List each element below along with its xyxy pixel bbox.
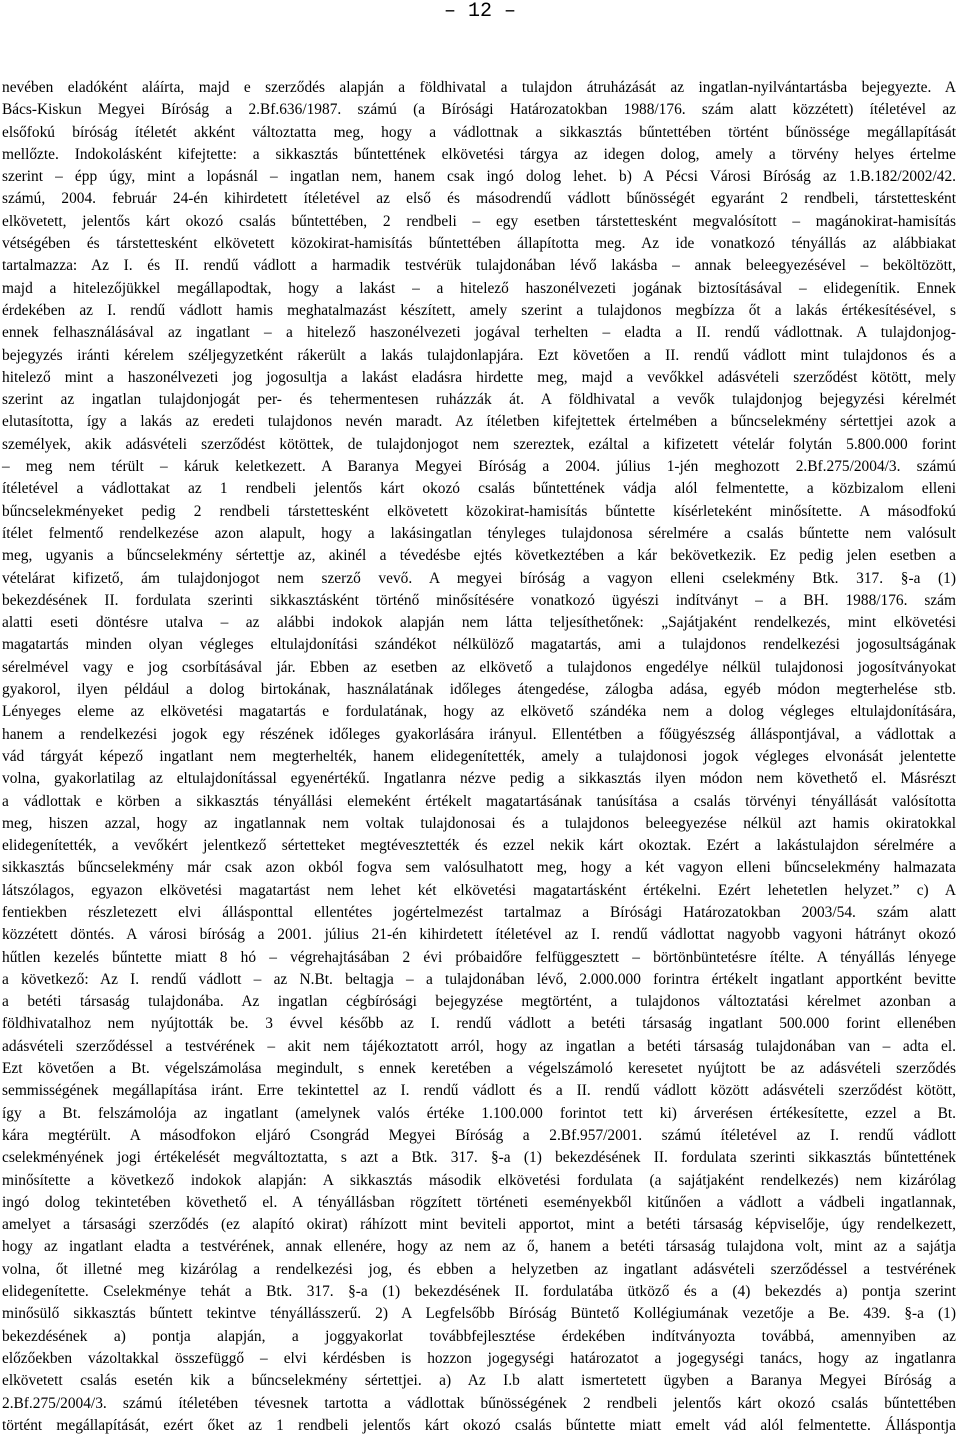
text-line: elidegenítette. Cselekménye tehát a Btk. 317. §-a (1) bekezdésének II. fordulatába ütköző és a (4) bekezdés a) pontja szerint bbox=[2, 1283, 956, 1301]
text-line: sérelmével vagy e jog csorbításával jár. Ebben az esetben az elkövető a tulajdonos engedélye nélkül tulajdonosi jogosítványokat bbox=[2, 658, 956, 676]
text-line: a betéti társaság tulajdonába. Az ingatlan cégbírósági bejegyzése megtörtént, a tulajdonos változtatási kérelmet azonban a bbox=[2, 993, 956, 1011]
text-line: alatti eseti döntésre utalva – az alábbi indokok alapján nem látta teljesíthetőnek: „Sajátjaként rendelkezés, mint elkövetési bbox=[2, 614, 956, 632]
text-line: tartalmazza: Az I. és II. rendű vádlott a harmadik testvérük tulajdonában lévő lakásba – annak beleegyezésével – beköltözött, bbox=[2, 257, 956, 275]
text-line: elutasította, így a lakás az eredeti tulajdonos nevén maradt. Az ítéletben kifejtettek értelmében a bűncselekmény sértettjei azok a bbox=[2, 413, 956, 431]
text-line: amelyet a társasági szerződés (ez alapító okirat) ráhízott mint beviteli apportot, mint a betéti társaság képviselője, úgy rendelkezett, bbox=[2, 1216, 956, 1234]
text-line: gyakorol, ilyen például a dolog birtokának, használatának időleges átengedése, zálogba adása, egyéb módon megterhelése stb. bbox=[2, 681, 956, 699]
body-text bbox=[2, 77, 956, 1437]
page-number: – 12 – bbox=[443, 0, 516, 23]
text-line: elkövetett, jelentős kárt okozó csalás bűntettében, 2 rendbeli – egy esetben társtettesként megvalósított – magánokirat-hamisítás bbox=[2, 212, 956, 230]
text-line: közzétett döntés. A városi bíróság a 2001. július 21-én kihirdetett ítéletével az I. rendű vádlottat nagyobb vagyoni hátrányt okozó bbox=[2, 926, 956, 944]
text-line: előzőekben vázoltakkal összefüggő – elvi kérdésben is hozzon jogegységi határozatot a jogegységi tanács, hogy az ingatlanra bbox=[2, 1349, 956, 1367]
text-line: történt megállapítását, ezért őket az 1 rendbeli jelentős kárt okozó csalás bűntette miatt emelt vád alól felmentette. Álláspontja bbox=[2, 1416, 956, 1434]
text-line: bűncselekményeket pedig 2 rendbeli társtettesként elkövetett közokirat-hamisítás bűntette kísérleteként minősítette. A másodfokú bbox=[2, 502, 956, 520]
text-line: mellőzte. Indokolásként kifejtette: a sikkasztás bűntettének elkövetési tárgya az idegen dolog, amely a törvény helyes értelme bbox=[2, 145, 956, 163]
text-line: elidegenítették, a vevőkért jelentkező sértetteket megtévesztették és ezzel nekik kárt okoztak. Ezért a lakástulajdon sérelmére a bbox=[2, 837, 956, 855]
text-line: bejegyzés iránti kérelem széljegyzetként rákerült a lakás tulajdonlapjára. Ezt követően a II. rendű vádlott mint tulajdonos és a bbox=[2, 346, 956, 364]
text-line: – meg nem térült – káruk keletkezett. A Baranya Megyei Bíróság a 2004. július 1-jén meghozott 2.Bf.275/2004/3. számú bbox=[2, 458, 956, 476]
text-line: a következő: Az I. rendű vádlott – az N.Bt. beltagja – a tulajdonában lévő, 2.000.000 forintra értékelt ingatlant apportként bevitte bbox=[2, 970, 956, 988]
text-line: bekezdésének II. fordulata szerinti sikkasztásként történő minősítésére vonatkozó ügyészi indítványt – a BH. 1988/176. szám bbox=[2, 591, 956, 609]
text-line: minősülő sikkasztás bűntett tekintve tényállásszerű. 2) A Legfelsőbb Bíróság Büntető Kollégiumának vezetője a Be. 439. §-a (1) bbox=[2, 1305, 956, 1323]
text-line: minősítette a következő indokok alapján: A sikkasztás második elkövetési fordulata (a sajátjaként rendelkezés) nem kizárólag bbox=[2, 1171, 956, 1189]
text-line: volna, gyakorlatilag az eltulajdonítással egyenértékű. Ingatlanra nézve pedig a sikkasztás ilyen módon nem követhető el. Másrészt bbox=[2, 770, 956, 788]
text-line: elsőfokú bíróság ítéletét akként változtatta meg, hogy a vádlottnak a sikkasztás bűntettében történt bűnössége megállapítását bbox=[2, 123, 956, 141]
text-line: bekezdésének a) pontja alapján, a joggyakorlat továbbfejlesztése érdekében indítványozta továbbá, amennyiben az bbox=[2, 1327, 956, 1345]
text-line: majd a hitelezőjükkel megállapodtak, hogy a lakást – a hitelező haszonélvezeti jogának biztosításával – elidegenítik. Ennek bbox=[2, 279, 956, 297]
text-line: szerint – épp úgy, mint a lopásnál – ingatlan nem, hanem csak ingó dolog lehet. b) A Pécsi Városi Bíróság az 1.B.182/2002/42. bbox=[2, 168, 956, 186]
text-line: hűtlen kezelés bűntette miatt 8 hó – végrehajtásában 2 évi próbaidőre felfüggesztett – börtönbüntetésre ítélte. A tényállás lényege bbox=[2, 948, 956, 966]
text-line: vételárat kifizető, ám tulajdonjogot nem szerző vevő. A megyei bíróság a vagyon elleni cselekmény Btk. 317. §-a (1) bbox=[2, 569, 956, 587]
text-line: ítélet felmentő rendelkezése azon alapult, hogy a lakásingatlan tényleges tulajdonosa sérelmére a csalás bűntette nem valósult bbox=[2, 524, 956, 542]
text-line: a vádlottak e körben a sikkasztás tényállási elemeként értékelt magatartásának tanúsítása a csalás törvényi tényállását valósította bbox=[2, 792, 956, 810]
text-line: Lényeges eleme az elkövetési magatartás e fordulatának, hogy az elkövető szándéka nem a dolog végleges eltulajdonítására, bbox=[2, 703, 956, 721]
text-line: hitelező mint a haszonélvezeti jog jogosultja a lakást eladásra hirdette meg, majd a vevőkkel adásvételi szerződést kötött, mely bbox=[2, 368, 956, 386]
text-line: vád tárgyát képező ingatlant nem megterhelték, hanem elidegenítették, amely a tulajdonosi jogok végleges elvonását jelentette bbox=[2, 747, 956, 765]
text-line: meg, hiszen azzal, hogy az ingatlannak nem voltak tulajdonosai és a tulajdonos beleegyezése nélkül azt hamis okiratokkal bbox=[2, 814, 956, 832]
text-line: Ezt követően a Bt. végelszámolása megindult, s ennek keretében a végelszámoló keresetet nyújtott be az adásvételi szerződés bbox=[2, 1060, 956, 1078]
text-line: cselekményének jogi értékelését megváltoztatta, s azt a Btk. 317. §-a (1) bekezdésének II. fordulata szerinti sikkasztás bűntettének bbox=[2, 1149, 956, 1167]
text-line: szerint az ingatlan tulajdonjogát per- és tehermentesen ruházzák át. A földhivatal a vevők tulajdonjog bejegyzési kérelmét bbox=[2, 391, 956, 409]
text-line: érdekében az I. rendű vádlott hamis meghatalmazást készített, amely szerint a tulajdonos megbízza őt a lakás értékesítésével, s bbox=[2, 301, 956, 319]
text-line: magatartás minden olyan végleges eltulajdonítási szándékot nélkülöző magatartás, ami a tulajdonos rendelkezési jogosultságának bbox=[2, 636, 956, 654]
text-line: ennek felhasználásával az ingatlant – a hitelező haszonélvezeti jogával terhelten – eladta a II. rendű vádlottnak. A tulajdonjog- bbox=[2, 324, 956, 342]
text-line: semmisségének megállapítása iránt. Erre tekintettel az I. rendű vádlott és a II. rendű vádlott között adásvételi szerződést kötött, bbox=[2, 1082, 956, 1100]
text-line: így a Bt. felszámolója az ingatlant (amelynek valós értéke 1.100.000 forintot tett ki) árverésen értékesítette, ezzel a Bt. bbox=[2, 1104, 956, 1122]
text-line: fentiekben részletezett elvi állásponttal ellentétes jogértelmezést tartalmaz a Bírósági Határozatokban 2003/54. szám alatt bbox=[2, 903, 956, 921]
text-line: számú, 2004. február 24-én kihirdetett ítéletével az első és másodrendű vádlott bűnösségét egyaránt 2 rendbeli, társtettesként bbox=[2, 190, 956, 208]
text-line: ítéletével a vádlottakat az 1 rendbeli jelentős kárt okozó csalás bűntettének vádja alól felmentette, a közbizalom elleni bbox=[2, 480, 956, 498]
text-line: ingó dolog tekintetében követhető el. A tényállásban rögzített történeti eseményekből kitűnően a vádlott a vádbeli ingatlannak, bbox=[2, 1193, 956, 1211]
text-line: nevében eladóként aláírta, majd e szerződés alapján a földhivatal a tulajdon átruházását az ingatlan-nyilvántartásba bejegyezte. A bbox=[2, 79, 956, 96]
text-line: hogy az ingatlant eladta a testvérének, annak ellenére, hogy az nem az ő, hanem a betéti társaság tulajdona volt, mint az a sajátja bbox=[2, 1238, 956, 1256]
text-line: meg, ugyanis a bűncselekmény sértettje az, akinél a tévedésbe ejtés következtében a kár bekövetkezik. Ez pedig jelen esetben a bbox=[2, 547, 956, 565]
text-line: volna, őt illetné meg kizárólag a rendelkezési jog, és ebben a helyzetben az ingatlant adásvételi szerződéssel a testvérének bbox=[2, 1260, 956, 1278]
text-line: vétségében és társtettesként elkövetett közokirat-hamisítás bűntettében állapította meg. Az ide vonatkozó tényállás az alábbiakat bbox=[2, 235, 956, 253]
text-line: 2.Bf.275/2004/3. számú ítéletében tévesnek tartotta a vádlottak bűnösségének 2 rendbeli jelentős kárt okozó csalás bűntettében bbox=[2, 1394, 956, 1412]
text-line: adásvételi szerződéssel a testvérének – akit nem tájékoztatott arról, hogy az ingatlan a betéti társaság tulajdonában van – adta el. bbox=[2, 1037, 956, 1055]
text-line: Bács-Kiskun Megyei Bíróság a 2.Bf.636/1987. számú (a Bírósági Határozatokban 1988/176. szám alatt közzétett) ítéletével az bbox=[2, 101, 956, 119]
text-line: földhivatalhoz nem nyújtották be. 3 évvel később az I. rendű vádlott a betéti társaság ingatlant 500.000 forint ellenében bbox=[2, 1015, 956, 1033]
text-line: sikkasztás bűncselekmény már csak azon okból fogva sem valósulhatott meg, hogy a két vagyon elleni bűncselekmény halmazata bbox=[2, 859, 956, 877]
text-line: kára megtérült. A másodfokon eljáró Csongrád Megyei Bíróság a 2.Bf.957/2001. számú ítéletével az I. rendű vádlott bbox=[2, 1126, 956, 1144]
text-line: elkövetett csalás esetén kik a bűncselekmény sértettjei. a) Az I.b alatt ismertetett ügyben a Baranya Megyei Bíróság a bbox=[2, 1372, 956, 1390]
text-line: látszólagos, egyazon elkövetési magatartást nem lehet két elkövetési magatartásként értékelni. Ezért lehetetlen helyzet.” c) A bbox=[2, 881, 956, 899]
text-line: hanem a rendelkezési jogok egy részének időleges gyakorlására irányul. Ellentétben a főügyészség álláspontjával, a vádlottak a bbox=[2, 725, 956, 743]
text-line: személyek, akik adásvételi szerződést kötöttek, de tulajdonjogot nem szereztek, ezáltal a kifizetett vételár folytán 5.800.000 forint bbox=[2, 435, 956, 453]
